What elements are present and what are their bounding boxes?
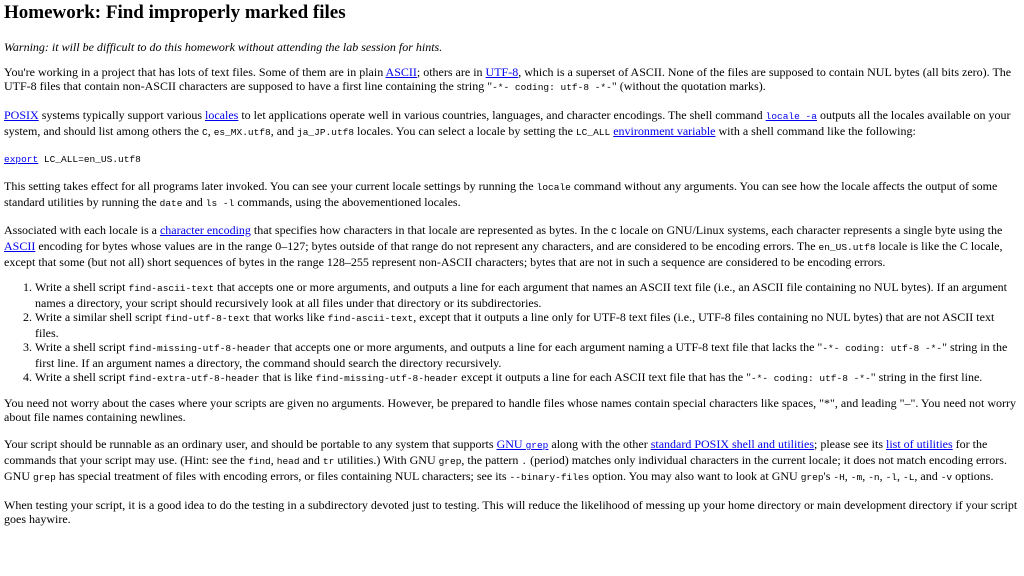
task-item xyxy=(35,370,1020,386)
ja-locale-code: ja_JP.utf8 xyxy=(297,127,355,138)
text-run: and xyxy=(299,453,323,467)
text-run: that is like xyxy=(259,370,316,384)
task-item xyxy=(35,310,1020,340)
script-name-code: find-missing-utf-8-header xyxy=(315,373,459,384)
text-run: " string in the first line. xyxy=(870,370,983,384)
text-run: , the pattern xyxy=(461,453,522,467)
gnu-grep-link[interactable] xyxy=(497,437,549,451)
text-run: You're working in a project that has lots of text files. Some of them are in plain xyxy=(4,65,386,79)
ascii-link[interactable]: ASCII xyxy=(4,239,36,253)
export-command xyxy=(4,153,1020,167)
text-run: , xyxy=(862,469,869,483)
page-title: Homework: Find improperly marked files xyxy=(4,2,346,23)
text-run: for the commands that your script may use. (Hint: see the xyxy=(4,437,988,467)
text-run: , xyxy=(207,124,214,138)
document-page xyxy=(0,2,1024,526)
period-pattern-code: . xyxy=(521,456,528,467)
text-run: systems typically support various xyxy=(38,108,206,122)
tr-code: tr xyxy=(322,456,335,467)
text-run: This setting takes effect for all programs later invoked. You can see your current locale settings by running the xyxy=(4,179,537,193)
option-h-code: -H xyxy=(833,472,845,483)
text-run: commands, using the abovementioned locales. xyxy=(234,195,461,209)
option-n-code: -n xyxy=(868,472,880,483)
text-run: , and xyxy=(270,124,298,138)
text-run: with a shell command like the following: xyxy=(715,124,916,138)
warning-paragraph: Warning: it will be difficult to do this homework without attending the lab session for hints. xyxy=(4,40,443,54)
text-run: Write a shell script xyxy=(35,340,129,354)
text-run: except it outputs a line for each ASCII text file that has the " xyxy=(458,370,751,384)
lc-all-code: LC_ALL xyxy=(575,127,611,138)
text-run: and xyxy=(182,195,206,209)
option-v-code: -v xyxy=(940,472,953,483)
grep-code: grep xyxy=(525,440,549,451)
export-command-text: LC_ALL=en_US.utf8 xyxy=(38,154,141,165)
task-item xyxy=(35,280,1020,310)
text-run: that specifies how characters in that locale are represented as bytes. In the xyxy=(250,223,612,237)
text-run: ; others are in xyxy=(416,65,486,79)
text-run: , and xyxy=(914,469,941,483)
utf8-link[interactable]: UTF-8 xyxy=(485,65,519,79)
posix-paragraph xyxy=(4,108,1020,140)
find-code: find xyxy=(247,456,271,467)
text-run: " (without the quotation marks). xyxy=(611,79,766,93)
locales-link[interactable]: locales xyxy=(205,108,239,122)
text-run: locales. You can select a locale by setting the xyxy=(354,124,576,138)
coding-string-code: -*- coding: utf-8 -*- xyxy=(822,343,943,354)
export-link[interactable]: export xyxy=(4,154,39,165)
posix-link[interactable]: POSIX xyxy=(4,108,39,122)
text-run: that accepts one or more arguments, and outputs a line for each argument naming a UTF-8 text file that lacks the " xyxy=(271,340,823,354)
posix-shell-utilities-link[interactable]: standard POSIX shell and utilities xyxy=(650,437,815,451)
option-capital-l-code: -L xyxy=(903,472,915,483)
locale-a-link[interactable]: locale -a xyxy=(765,111,817,122)
locale-command-code: locale xyxy=(536,182,571,193)
script-name-code: find-ascii-text xyxy=(327,313,414,324)
text-run: encoding for bytes whose values are in the range 0–127; bytes outside of that range do not represent any characters, and are considered to be encoding errors. The xyxy=(35,239,819,253)
script-name-code: find-ascii-text xyxy=(128,283,215,294)
text-run: Write a similar shell script xyxy=(35,310,165,324)
task-item xyxy=(35,340,1020,370)
encoding-paragraph xyxy=(4,223,1020,269)
text-run: that accepts one or more arguments, and outputs a line for each argument that names an ASCII text file (i.e., an ASCII file containing no NUL bytes). If an argument names a directory, your script should recursively look at all files under that directory or its subdirectories. xyxy=(35,280,1008,310)
portability-paragraph xyxy=(4,437,1020,485)
text-run: ; please see its xyxy=(814,437,886,451)
grep-code: grep xyxy=(33,472,56,483)
c-locale-code: C xyxy=(201,127,208,138)
text-run: , xyxy=(879,469,886,483)
text-run: option. You may also want to look at GNU xyxy=(589,469,801,483)
text-run: , xyxy=(844,469,851,483)
text-run: , xyxy=(897,469,903,483)
text-run: Write a shell script xyxy=(35,280,129,294)
text-run: " string in the first line. If an argument names a directory, the command should search the directory recursively. xyxy=(35,340,1008,370)
ascii-link[interactable]: ASCII xyxy=(385,65,417,79)
intro-paragraph xyxy=(4,65,1020,95)
date-command-code: date xyxy=(159,198,183,209)
script-name-code: find-utf-8-text xyxy=(164,313,251,324)
text-run: Your script should be runnable as an ordinary user, and should be portable to any system that supports xyxy=(4,437,497,451)
text-run: utilities.) With GNU xyxy=(334,453,439,467)
c-locale-code: C xyxy=(611,226,617,237)
environment-variable-link[interactable]: environment variable xyxy=(613,124,716,138)
ls-command-code: ls -l xyxy=(205,198,235,209)
text-run: locale on GNU/Linux systems, each character represents a single byte using the xyxy=(616,223,1003,237)
gnu-grep-link-text: GNU xyxy=(496,437,526,451)
binary-files-code: --binary-files xyxy=(509,472,590,483)
es-locale-code: es_MX.utf8 xyxy=(213,127,271,138)
grep-code: grep xyxy=(800,472,824,483)
text-run: , which is a superset of ASCII. None of the files are supposed to contain NUL bytes (all bits zero). The UTF-8 files that contain non-ASCII characters are supposed to have a first line containing the string " xyxy=(4,65,1012,93)
text-run: , xyxy=(270,453,277,467)
script-name-code: find-missing-utf-8-header xyxy=(128,343,272,354)
text-run: options. xyxy=(952,469,994,483)
text-run: locale is like the C locale, except that some (but not all) short sequences of bytes in the range 128–255 represent non-ASCII characters; bytes that are not in such a sequence are considered to be encoding errors. xyxy=(4,239,1003,269)
text-run: has special treatment of files with encoding errors, or files containing NUL characters; see its xyxy=(55,469,510,483)
list-of-utilities-link[interactable]: list of utilities xyxy=(886,437,953,451)
text-run: Write a shell script xyxy=(35,370,129,384)
arguments-paragraph: You need not worry about the cases where your scripts are given no arguments. However, be prepared to handle files whose names contain special characters like spaces, "*", and leading "–". You need not worry about file names containing newlines. xyxy=(4,396,1017,424)
coding-string-code: -*- coding: utf-8 -*- xyxy=(492,82,612,93)
script-name-code: find-extra-utf-8-header xyxy=(128,373,260,384)
setting-paragraph xyxy=(4,179,1020,211)
text-run: 's xyxy=(823,469,834,483)
task-list xyxy=(4,280,1020,386)
text-run: Associated with each locale is a xyxy=(4,223,160,237)
grep-code: grep xyxy=(438,456,462,467)
en-us-locale-code: en_US.utf8 xyxy=(818,242,876,253)
text-run: outputs all the locales available on your system, and should list among others the xyxy=(4,108,1011,138)
testing-paragraph: When testing your script, it is a good idea to do the testing in a subdirectory devoted just to testing. This will reduce the likelihood of messing up your home directory or main development directory if your script goes haywire. xyxy=(4,498,1018,526)
text-run: along with the other xyxy=(548,437,651,451)
text-run: (period) matches only individual characters in the current locale; it does not match encoding errors. GNU xyxy=(4,453,1007,483)
coding-string-code: -*- coding: utf-8 -*- xyxy=(750,373,871,384)
option-m-code: -m xyxy=(850,472,863,483)
text-run: , except that it outputs a line only for UTF-8 text files (i.e., UTF-8 files containing no NUL bytes) that are not ASCII text files. xyxy=(35,310,995,340)
text-run: that works like xyxy=(250,310,328,324)
text-run: command without any arguments. You can see how the locale affects the output of some standard utilities by running the xyxy=(4,179,998,209)
option-l-code: -l xyxy=(885,472,897,483)
text-run: to let applications operate well in various countries, languages, and character encodings. The shell command xyxy=(238,108,766,122)
head-code: head xyxy=(276,456,300,467)
character-encoding-link[interactable]: character encoding xyxy=(159,223,251,237)
